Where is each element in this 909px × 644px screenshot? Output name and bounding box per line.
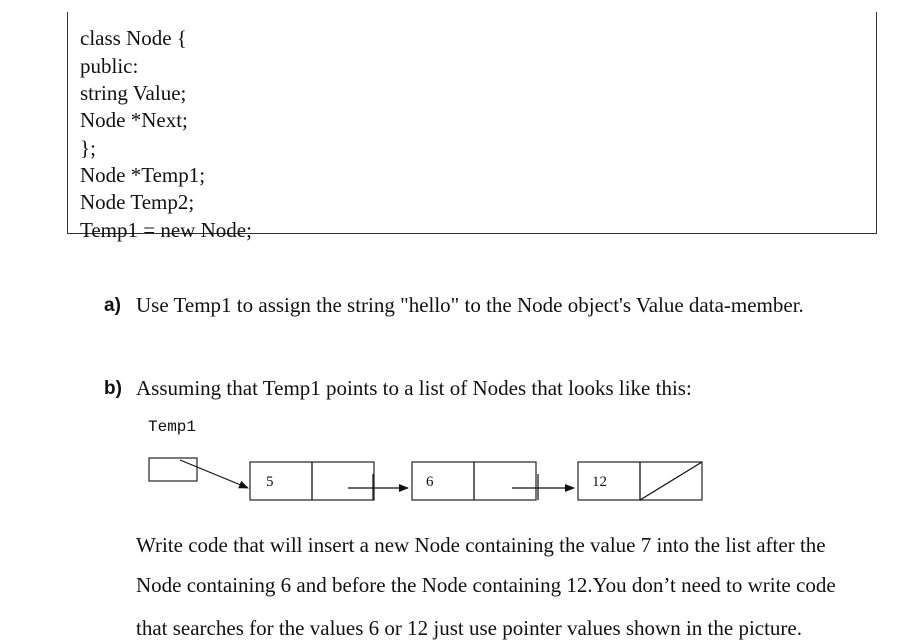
node-2-next-box [474,462,536,500]
question-b-paragraph-line-1: Write code that will insert a new Node containing the value 7 into the list after the [136,533,826,557]
code-line-2: public: [80,54,139,78]
node-1-value: 5 [266,474,274,490]
question-a-text: Use Temp1 to assign the string "hello" to the Node object's Value data-member. [136,293,804,317]
node-3-value: 12 [592,474,607,490]
temp1-pointer-box [149,458,197,481]
node-2-value-box [412,462,474,500]
diagram-pointer-label: Temp1 [148,418,197,436]
linked-list-diagram [140,448,720,510]
question-b-paragraph-line-2: Node containing 6 and before the Node containing 12.You don’t need to write code [136,573,836,597]
node-1-value-box [250,462,312,500]
code-line-5: }; [80,136,96,160]
node-3-value-box [578,462,640,500]
question-b-label: b) [104,378,122,399]
code-line-3: string Value; [80,81,187,105]
node-2-value: 6 [426,474,434,490]
temp1-arrow [180,460,248,488]
node-3-null-slash [640,462,702,500]
question-b-intro: Assuming that Temp1 points to a list of Nodes that looks like this: [136,376,692,400]
code-line-6: Node *Temp1; [80,163,206,187]
node-1-next-box [312,462,374,500]
code-line-1: class Node { [80,26,187,50]
question-b-paragraph-line-3: that searches for the values 6 or 12 just use pointer values shown in the picture. [136,616,802,640]
code-line-7: Node Temp2; [80,190,195,214]
question-a-label: a) [104,295,121,316]
code-line-4: Node *Next; [80,108,188,132]
code-block [67,12,877,242]
code-line-8: Temp1 = new Node; [80,218,252,242]
